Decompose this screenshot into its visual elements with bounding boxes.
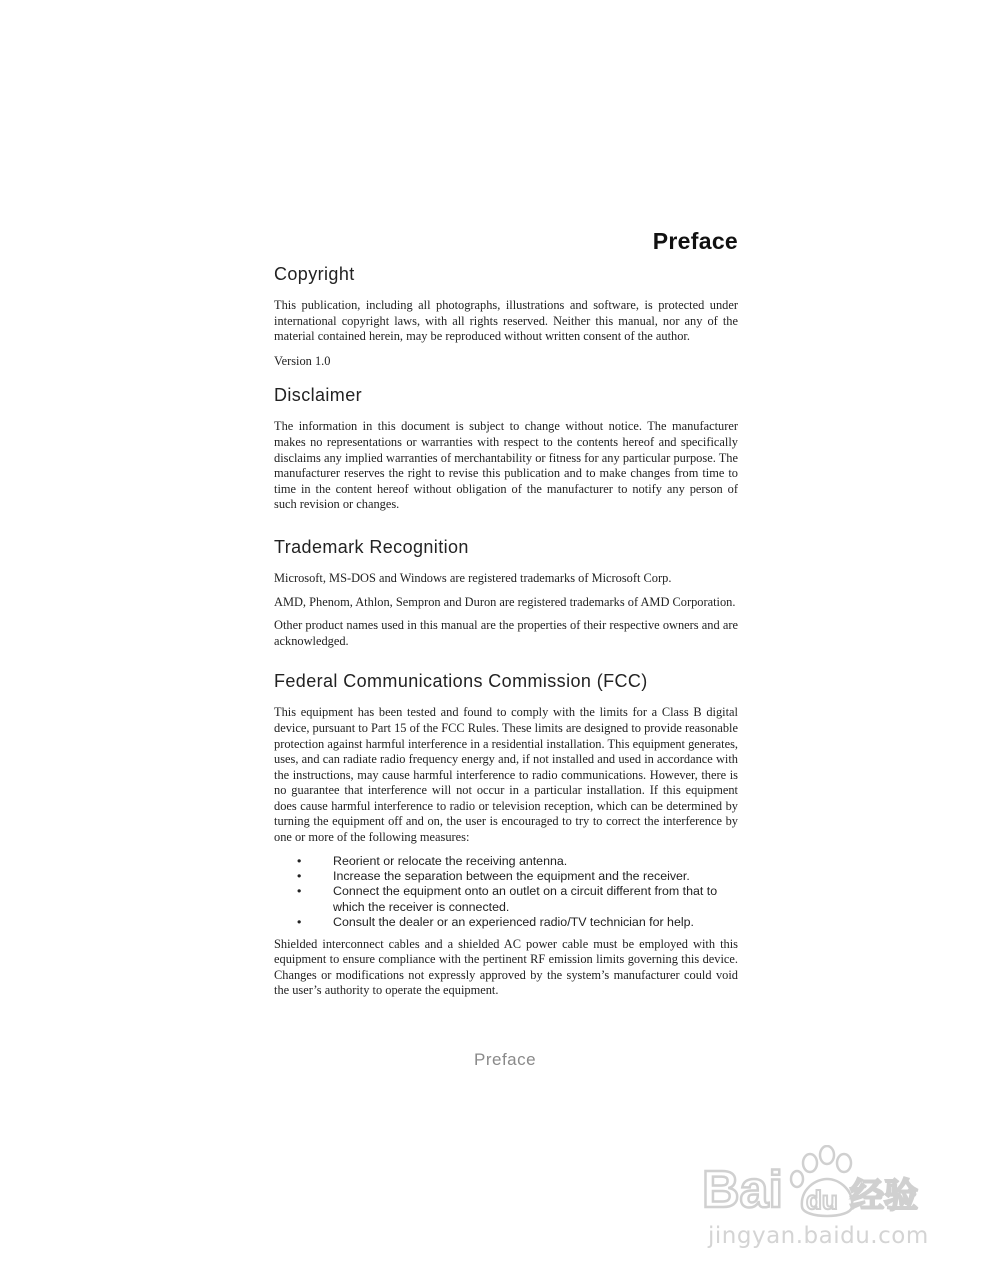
fcc-intro-paragraph: This equipment has been tested and found to comply with the limits for a Class B digital device, pursuant to Part 15 of the FCC Rules. These limits are designed to provide reasonable protection against harmful interference in a residential installation. This equipment generates, uses, and can radiate radio frequency energy and, if not installed and used in accordance with the instructions, may cause harmful interference to radio communications. However, there is no guarantee that interference will not occur in a particular installation. If this equipment does cause harmful interference to radio or television reception, which can be determined by turning the equipment off and on, the user is encouraged to try to correct the interference by one or more of the following measures: bbox=[274, 705, 738, 845]
section-disclaimer bbox=[274, 385, 738, 513]
list-item-text: Consult the dealer or an experienced radio/TV technician for help. bbox=[333, 915, 694, 930]
trademark-heading: Trademark Recognition bbox=[274, 536, 469, 557]
list-item bbox=[274, 854, 738, 869]
fcc-closing-paragraph: Shielded interconnect cables and a shielded AC power cable must be employed with this equipment to ensure compliance with the pertinent RF emission limits governing this device. Changes or modifications not expressly approved by the system’s manufacturer could void the user’s authority to operate the equipment. bbox=[274, 936, 738, 998]
svg-text:Bai: Bai bbox=[702, 1161, 783, 1219]
disclaimer-paragraph: The information in this document is subject to change without notice. The manufacturer makes no representations or warranties with respect to the contents hereof and specifically disclaims any implied warranties of merchantability or fitness for any particular purpose. The manufacturer reserves the right to revise this publication and to make changes from time to time in the content hereof without obligation of the manufacturer to notify any person of such revision or changes. bbox=[274, 419, 738, 512]
trademark-paragraph: Other product names used in this manual are the properties of their respective owners and are acknowledged. bbox=[274, 618, 738, 648]
trademark-paragraph: Microsoft, MS-DOS and Windows are registered trademarks of Microsoft Corp. bbox=[274, 570, 672, 585]
list-item-text: Reorient or relocate the receiving antenna. bbox=[333, 853, 568, 868]
document-page bbox=[274, 228, 738, 1012]
section-trademark bbox=[274, 537, 738, 649]
copyright-paragraph: This publication, including all photographs, illustrations and software, is protected under international copyright laws, with all rights reserved. Neither this manual, nor any of the material contained herein, may be reproduced without written consent of the author. bbox=[274, 298, 738, 344]
watermark-url: jingyan.baidu.com bbox=[708, 1223, 929, 1249]
trademark-paragraph: AMD, Phenom, Athlon, Sempron and Duron are registered trademarks of AMD Corporation. bbox=[274, 594, 736, 609]
list-item bbox=[274, 869, 738, 884]
version-text: Version 1.0 bbox=[274, 353, 331, 368]
svg-text:du: du bbox=[806, 1185, 838, 1215]
section-fcc bbox=[274, 671, 738, 999]
list-item-text: Increase the separation between the equipment and the receiver. bbox=[333, 869, 690, 884]
fcc-measures-list bbox=[274, 854, 738, 931]
bullet-icon: • bbox=[297, 853, 302, 868]
bullet-icon: • bbox=[297, 884, 302, 899]
page-footer: Preface bbox=[474, 1050, 537, 1069]
baidu-jingyan-logo bbox=[700, 1145, 930, 1225]
fcc-heading: Federal Communications Commission (FCC) bbox=[274, 671, 648, 692]
baidu-watermark bbox=[700, 1125, 940, 1265]
page-title: Preface bbox=[652, 228, 738, 254]
disclaimer-heading: Disclaimer bbox=[274, 385, 363, 406]
svg-text:经验: 经验 bbox=[850, 1176, 918, 1216]
bullet-icon: • bbox=[297, 869, 302, 884]
copyright-heading: Copyright bbox=[274, 264, 355, 284]
list-item-text: Connect the equipment onto an outlet on a circuit different from that to which the receiver is connected. bbox=[333, 884, 718, 914]
list-item bbox=[274, 915, 738, 930]
section-copyright bbox=[274, 264, 738, 369]
list-item bbox=[274, 884, 738, 915]
bullet-icon: • bbox=[297, 915, 302, 930]
